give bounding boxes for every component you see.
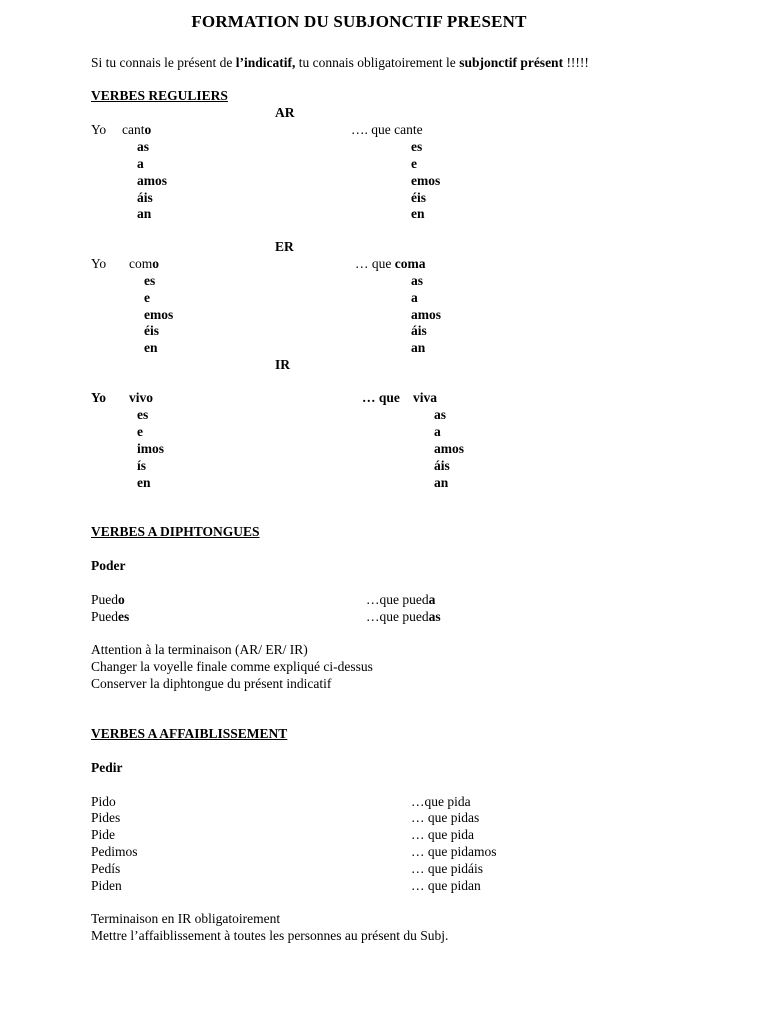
ir-yo: Yo [91,390,107,405]
ind-stem: Pued [91,609,118,624]
intro-text-2: tu connais obligatoirement le [295,55,460,70]
affaiblissement-note: Mettre l’affaiblissement à toutes les personnes au présent du Subj. [91,928,449,943]
subj-ending: as [428,609,441,624]
intro-text-1: Si tu connais le présent de [91,55,236,70]
er-ending: emos [144,307,174,322]
ind-stem: Pued [91,592,118,607]
ar-ending: a [137,156,144,171]
ir-que-form: viva [413,390,438,405]
ir-subj-ending: as [434,407,447,422]
ar-que-form: cante [394,122,423,137]
er-que-prefix: … que [355,256,395,271]
section-heading-diphtongues: VERBES A DIPHTONGUES [91,524,260,539]
ir-ending: es [137,407,149,422]
ir-label: IR [275,357,291,372]
affaiblissement-subj: … que pidas [411,810,480,825]
ir-ending: en [137,475,151,490]
intro-text-3: !!!!! [563,55,589,70]
subj-ending: a [428,592,436,607]
ar-ending: as [137,139,150,154]
page-title: FORMATION DU SUBJONCTIF PRESENT [191,12,527,31]
ar-subj-ending: en [411,206,425,221]
affaiblissement-subj: …que pida [411,794,471,809]
diphtongue-row-ind [91,608,129,625]
section-heading-reguliers: VERBES REGULIERS [91,88,228,103]
er-subj-ending: a [411,290,418,305]
affaiblissement-ind: Pide [91,827,116,842]
diphtongue-row-ind [91,591,125,608]
er-subj-ending: as [411,273,424,288]
affaiblissement-subj: … que pida [411,827,474,842]
subj-stem: …que pued [366,592,429,607]
ind-ending: es [118,609,130,624]
diphtongue-row-subj [366,591,435,608]
er-subj-ending: amos [411,307,441,322]
ir-ending: imos [137,441,164,456]
ir-subj-ending: áis [434,458,450,473]
ar-subj-ending: éis [411,190,426,205]
er-que [355,255,426,272]
ir-subj-ending: amos [434,441,464,456]
er-como [129,255,159,272]
er-subj-ending: an [411,340,426,355]
ir-vivo: vivo [129,390,154,405]
verb-poder: Poder [91,558,126,573]
ar-label: AR [275,105,295,120]
er-stem: com [129,256,153,271]
diphtongue-note: Attention à la terminaison (AR/ ER/ IR) [91,642,308,657]
diphtongue-row-subj [366,608,441,625]
ir-subj-ending: a [434,424,441,439]
affaiblissement-subj: … que pidáis [411,861,483,876]
er-ending: en [144,340,158,355]
diphtongue-note: Conserver la diphtongue du présent indicatif [91,676,332,691]
intro-indicatif: l’indicatif, [235,55,296,70]
er-ending: e [144,290,150,305]
er-subj-ending: áis [411,323,427,338]
ar-subj-ending: emos [411,173,441,188]
ar-subj-ending: e [411,156,417,171]
ind-ending: o [118,592,125,607]
affaiblissement-ind: Pides [91,810,121,825]
verb-pedir: Pedir [91,760,123,775]
er-que-form: coma [394,256,426,271]
er-stem-end: o [152,256,159,271]
ar-ending: amos [137,173,167,188]
ir-que-prefix: … que [362,390,400,405]
ar-que [351,121,423,138]
ar-canto [122,121,151,138]
subj-stem: …que pued [366,609,429,624]
affaiblissement-ind: Pedís [91,861,121,876]
affaiblissement-ind: Pido [91,794,116,809]
ar-yo: Yo [91,122,107,137]
ir-subj-ending: an [434,475,449,490]
intro-subjonctif: subjonctif présent [459,55,564,70]
affaiblissement-note: Terminaison en IR obligatoirement [91,911,281,926]
affaiblissement-ind: Piden [91,878,122,893]
ar-subj-ending: es [411,139,423,154]
intro-line [91,54,589,71]
er-yo: Yo [91,256,107,271]
er-ending: éis [144,323,159,338]
affaiblissement-subj: … que pidan [411,878,481,893]
diphtongue-note: Changer la voyelle finale comme expliqué ci-dessus [91,659,373,674]
ir-ending: ís [137,458,147,473]
ar-ending: an [137,206,152,221]
ar-que-prefix: …. que [351,122,395,137]
ir-ending: e [137,424,143,439]
affaiblissement-subj: … que pidamos [411,844,497,859]
er-label: ER [275,239,294,254]
section-heading-affaiblissement: VERBES A AFFAIBLISSEMENT [91,726,288,741]
ar-stem: cant [122,122,145,137]
er-ending: es [144,273,156,288]
ar-ending: áis [137,190,153,205]
ar-stem-end: o [144,122,152,137]
affaiblissement-ind: Pedimos [91,844,138,859]
